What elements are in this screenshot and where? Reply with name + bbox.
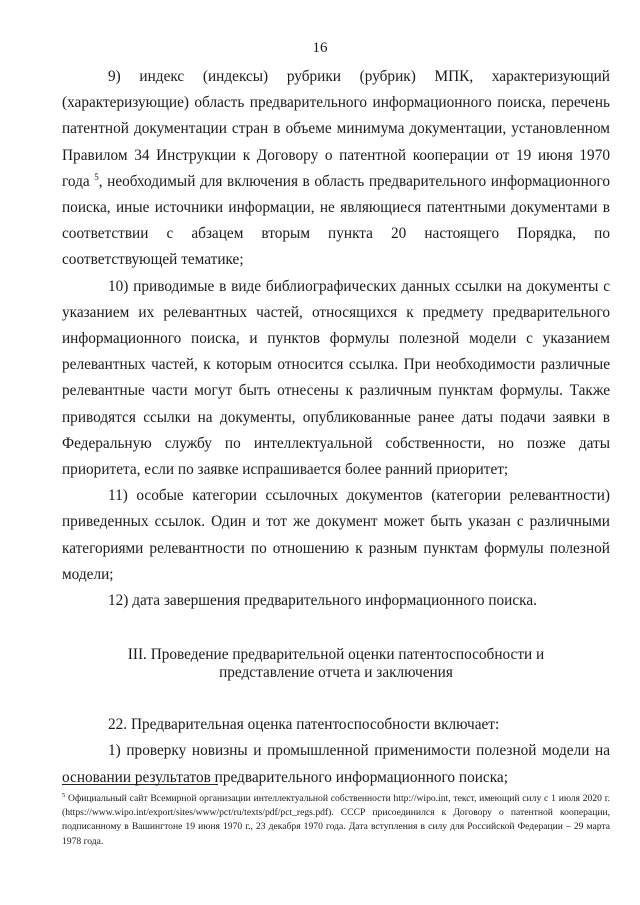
section-heading: III. Проведение предварительной оценки патентоспособности и представление отчета и заключения	[127, 646, 545, 682]
document-body	[62, 64, 610, 791]
paragraph-22-item-1: 1) проверку новизны и промышленной применимости полезной модели на основании результатов предварительного информационного поиска;	[62, 742, 610, 786]
punctuation: ,	[98, 172, 103, 190]
footnote-divider	[62, 784, 218, 785]
footnote-marker: 5	[62, 792, 66, 799]
paragraph-text: 9) индекс (индексы) рубрики (рубрик) МПК, характеризующий (характеризующие) область предварительного информационного поиска, перечень патентной документации стран в объеме минимума документации, установленном Правилом 34 Инструкции к Договору о патентной кооперации от 19 июня 1970 года	[62, 68, 610, 190]
page-number: 16	[312, 40, 328, 56]
paragraph-item-12: 12) дата завершения предварительного информационного поиска.	[108, 592, 537, 610]
footnote-reference: 5	[94, 171, 99, 182]
footnote-text: Официальный сайт Всемирной организации интеллектуальной собственности http://wipo.int, текст, имеющий силу с 1 июля 2020 г. (https://www.wipo.int/export/sites/www/pct/ru/texts/pdf/pct_regs.pdf). СССР присоединился к Договору о патентной кооперации, подписанному в Вашингтоне 19 июня 1970 г., 23 декабря 1970 года. Дата вступления в силу для Российской Федерации – 29 марта 1978 года.	[62, 793, 610, 847]
paragraph-text: необходимый для включения в область предварительного информационного поиска, иные источники информации, не являющиеся патентными документами в соответствии с абзацем вторым пункта 20 настоящего Порядка, по соответствующей тематике;	[62, 172, 611, 269]
paragraph-item-9	[62, 64, 610, 274]
footnote	[62, 792, 610, 849]
paragraph-22: 22. Предварительная оценка патентоспособности включает:	[108, 716, 500, 734]
paragraph-item-11: 11) особые категории ссылочных документов (категории релевантности) приведенных ссылок. Один и тот же документ может быть указан с различными категориями релевантности по отношению к разным пунктам формулы полезной модели;	[62, 487, 610, 583]
paragraph-item-10: 10) приводимые в виде библиографических данных ссылки на документы с указанием их релевантных частей, относящихся к предмету предварительного информационного поиска, и пунктов формулы полезной модели с указанием релевантных частей, к которым относится ссылка. При необходимости различные релевантные части могут быть отнесены к различным пунктам формулы. Также приводятся ссылки на документы, опубликованные ранее даты подачи заявки в Федеральную службу по интеллектуальной собственности, но позже даты приоритета, если по заявке испрашивается более ранний приоритет;	[62, 277, 610, 479]
